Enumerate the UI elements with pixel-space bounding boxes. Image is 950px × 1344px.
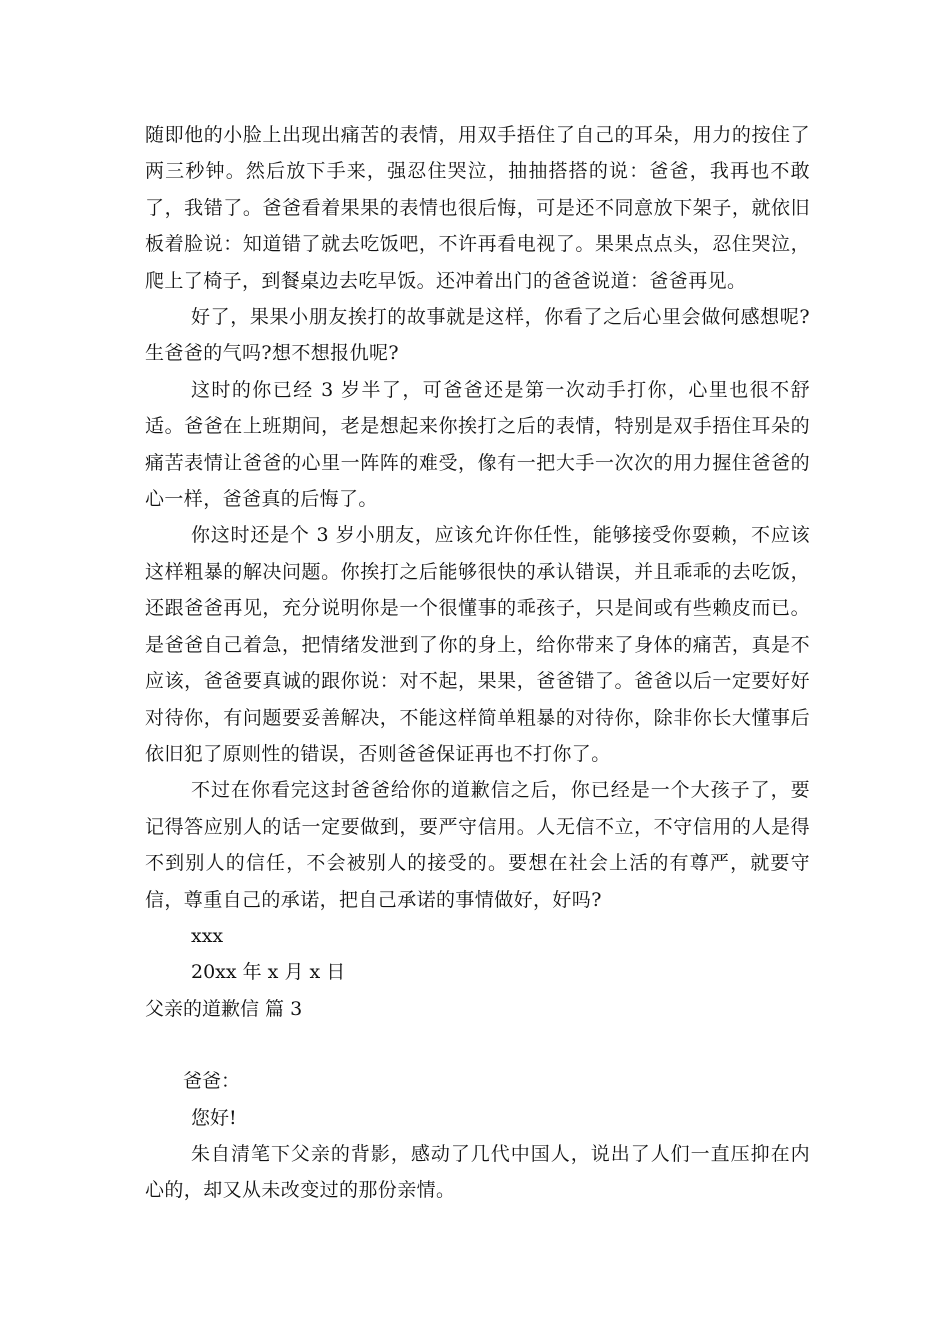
greeting: 您好! bbox=[191, 1106, 237, 1129]
paragraph-1: 随即他的小脸上出现出痛苦的表情，用双手捂住了自己的耳朵，用力的按住了两三秒钟。然后放下手来，强忍住哭泣，抽抽搭搭的说：爸爸，我再也不敢了，我错了。爸爸看着果果的表情也很后悔，可是还不同意放下架子，就依旧板着脸说：知道错了就去吃饭吧，不许再看电视了。果果点点头，忍住哭泣，爬上了椅子，到餐桌边去吃早饭。还冲着出门的爸爸说道：爸爸再见。 bbox=[145, 124, 810, 292]
paragraph-5: 不过在你看完这封爸爸给你的道歉信之后，你已经是一个大孩子了，要记得答应别人的话一定要做到，要严守信用。人无信不立，不守信用的人是得不到别人的信任，不会被别人的接受的。要想在社会上活的有尊严，就要守信，尊重自己的承诺，把自己承诺的事情做好，好吗? bbox=[145, 779, 810, 911]
signature-name: xxx bbox=[191, 924, 224, 947]
blank-line bbox=[145, 1027, 810, 1063]
paragraph-3: 这时的你已经 3 岁半了，可爸爸还是第一次动手打你，心里也很不舒适。爸爸在上班期间，老是想起来你挨打之后的表情，特别是双手捂住耳朵的痛苦表情让爸爸的心里一阵阵的难受，像有一把大手一次次的用力握住爸爸的心一样，爸爸真的后悔了。 bbox=[145, 378, 810, 511]
salutation: 爸爸： bbox=[183, 1070, 241, 1093]
paragraph-last: 朱自清笔下父亲的背影，感动了几代中国人，说出了人们一直压抑在内心的，却又从未改变过的那份亲情。 bbox=[145, 1142, 810, 1202]
paragraph-2: 好了，果果小朋友挨打的故事就是这样，你看了之后心里会做何感想呢?生爸爸的气吗?想不想报仇呢? bbox=[145, 306, 810, 365]
section-title: 父亲的道歉信 篇 3 bbox=[145, 997, 303, 1020]
document-body bbox=[145, 117, 810, 1209]
signature-date: 20xx 年 x 月 x 日 bbox=[191, 961, 346, 984]
paragraph-4: 你这时还是个 3 岁小朋友，应该允许你任性，能够接受你耍赖，不应该这样粗暴的解决问题。你挨打之后能够很快的承认错误，并且乖乖的去吃饭，还跟爸爸再见，充分说明你是一个很懂事的乖孩子，只是间或有些赖皮而已。是爸爸自己着急，把情绪发泄到了你的身上，给你带来了身体的痛苦，真是不应该，爸爸要真诚的跟你说：对不起，果果，爸爸错了。爸爸以后一定要好好对待你，有问题要妥善解决，不能这样简单粗暴的对待你，除非你长大懂事后依旧犯了原则性的错误，否则爸爸保证再也不打你了。 bbox=[145, 524, 810, 765]
